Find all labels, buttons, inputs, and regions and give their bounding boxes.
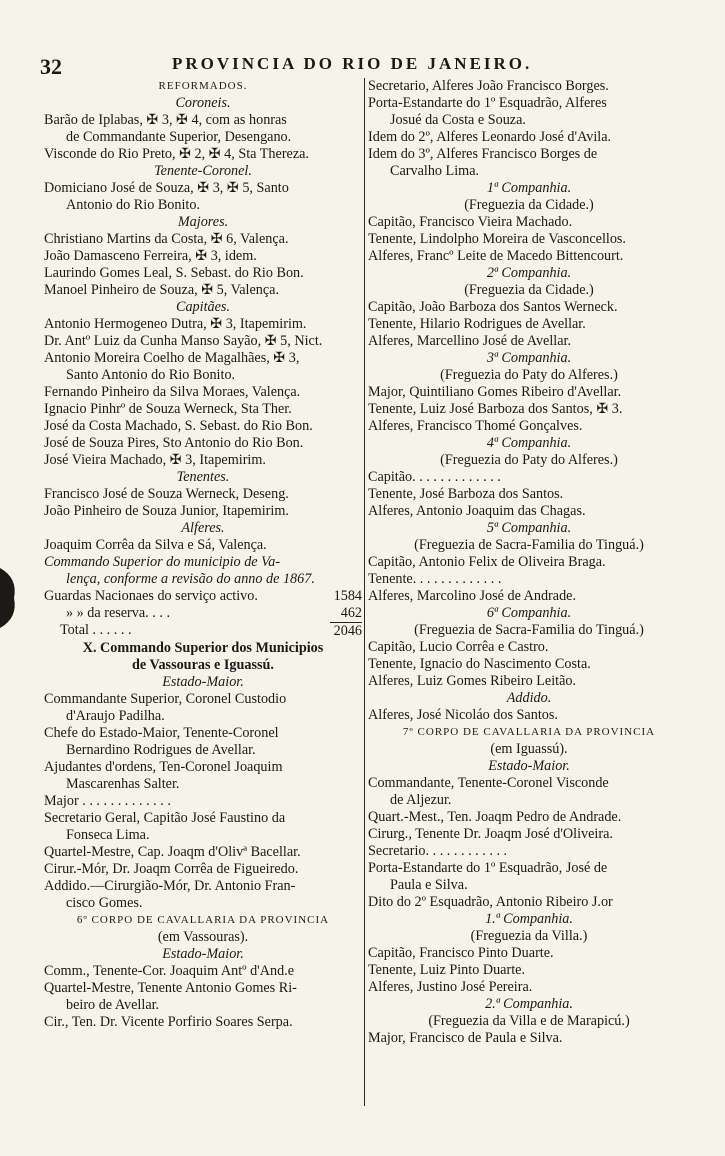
right-line: Tenente, José Barboza dos Santos. bbox=[368, 486, 564, 502]
left-line: Bernardino Rodrigues de Avellar. bbox=[66, 742, 256, 758]
right-line: 3ª Companhia. bbox=[486, 350, 572, 366]
page-number: 32 bbox=[40, 54, 62, 79]
right-line: Commandante, Tenente-Coronel Visconde bbox=[368, 775, 609, 791]
right-line: Alferes, Francº Leite de Macedo Bittencourt. bbox=[368, 248, 624, 264]
line-value: 462 bbox=[340, 605, 362, 621]
left-line: Visconde do Rio Preto, ✠ 2, ✠ 4, Sta Thereza. bbox=[44, 146, 309, 162]
line-label: » » da reserva. . . . bbox=[66, 605, 171, 621]
right-line: Dito do 2º Esquadrão, Antonio Ribeiro J.or bbox=[368, 894, 613, 910]
left-line: X. Commando Superior dos Municipios bbox=[82, 640, 324, 656]
right-line: Major, Francisco de Paula e Silva. bbox=[368, 1030, 563, 1046]
left-line: Dr. Antº Luiz da Cunha Manso Sayão, ✠ 5, Nict. bbox=[44, 333, 323, 349]
left-line: de Commandante Superior, Desengano. bbox=[66, 129, 292, 145]
right-line: (Freguezia da Cidade.) bbox=[464, 197, 594, 213]
right-line: Capitão. . . . . . . . . . . . . bbox=[368, 469, 501, 485]
left-line: Francisco José de Souza Werneck, Deseng. bbox=[44, 486, 289, 502]
left-line: Barão de Iplabas, ✠ 3, ✠ 4, com as honras bbox=[44, 112, 287, 128]
line-label: Total . . . . . . bbox=[60, 622, 132, 638]
left-line bbox=[44, 588, 362, 605]
left-line: João Pinheiro de Souza Junior, Itapemirim. bbox=[44, 503, 289, 519]
binding-ornament-icon bbox=[0, 568, 18, 628]
line-label: Guardas Nacionaes do serviço activo. bbox=[44, 588, 258, 604]
right-line: (em Iguassú). bbox=[490, 741, 568, 757]
right-line: Addido. bbox=[506, 690, 552, 706]
right-line: Tenente, Lindolpho Moreira de Vasconcellos. bbox=[368, 231, 626, 247]
right-line: Estado-Maior. bbox=[488, 758, 570, 774]
left-line: Quartel-Mestre, Cap. Joaqm d'Olivª Bacellar. bbox=[44, 844, 301, 860]
left-line: Capitães. bbox=[176, 299, 230, 315]
right-line: Carvalho Lima. bbox=[390, 163, 480, 179]
right-line: Capitão, Francisco Pinto Duarte. bbox=[368, 945, 554, 961]
left-line: Quartel-Mestre, Tenente Antonio Gomes Ri- bbox=[44, 980, 297, 996]
left-line: Tenentes. bbox=[176, 469, 230, 485]
left-line: 6º CORPO DE CAVALLARIA DA PROVINCIA bbox=[76, 914, 330, 926]
left-line: Joaquim Corrêa da Silva e Sá, Valença. bbox=[44, 537, 267, 553]
right-line: Alferes, Marcolino José de Andrade. bbox=[368, 588, 577, 604]
left-line: d'Araujo Padilha. bbox=[66, 708, 165, 724]
right-line: Secretario. . . . . . . . . . . . bbox=[368, 843, 508, 859]
right-line: Alferes, Luiz Gomes Ribeiro Leitão. bbox=[368, 673, 577, 689]
left-line: Comm., Tenente-Cor. Joaquim Antº d'And.e bbox=[44, 963, 295, 979]
right-line: Capitão, Francisco Vieira Machado. bbox=[368, 214, 573, 230]
left-line: Mascarenhas Salter. bbox=[66, 776, 180, 792]
right-line: (Freguezia da Villa e de Marapicú.) bbox=[428, 1013, 630, 1029]
left-line: Ajudantes d'ordens, Ten-Coronel Joaquim bbox=[44, 759, 283, 775]
left-line bbox=[44, 622, 362, 640]
right-line: Porta-Estandarte do 1º Esquadrão, José de bbox=[368, 860, 608, 876]
left-line: Alferes. bbox=[181, 520, 225, 536]
left-line: Cirur.-Mór, Dr. Joaqm Corrêa de Figueiredo. bbox=[44, 861, 299, 877]
left-line: Cir., Ten. Dr. Vicente Porfirio Soares Serpa. bbox=[44, 1014, 293, 1030]
left-line: lença, conforme a revisão do anno de 1867. bbox=[66, 571, 315, 587]
left-line: Fernando Pinheiro da Silva Moraes, Valença. bbox=[44, 384, 301, 400]
right-line: 6ª Companhia. bbox=[486, 605, 572, 621]
right-line: Alferes, Justino José Pereira. bbox=[368, 979, 533, 995]
left-line: de Vassouras e Iguassú. bbox=[132, 657, 274, 673]
left-line: Tenente-Coronel. bbox=[154, 163, 252, 179]
left-line: cisco Gomes. bbox=[66, 895, 143, 911]
right-line: Alferes, Marcellino José de Avellar. bbox=[368, 333, 572, 349]
right-line: Porta-Estandarte do 1º Esquadrão, Alferes bbox=[368, 95, 607, 111]
line-value: 1584 bbox=[333, 588, 362, 604]
right-line: Tenente, Hilario Rodrigues de Avellar. bbox=[368, 316, 586, 332]
left-line: José de Souza Pires, Sto Antonio do Rio Bon. bbox=[44, 435, 304, 451]
left-line bbox=[44, 605, 362, 622]
left-line: Domiciano José de Souza, ✠ 3, ✠ 5, Santo bbox=[44, 180, 289, 196]
left-line: Santo Antonio do Rio Bonito. bbox=[66, 367, 236, 383]
left-line: REFORMADOS. bbox=[158, 80, 248, 92]
left-line: Coroneis. bbox=[175, 95, 231, 111]
left-line: Addido.—Cirurgião-Mór, Dr. Antonio Fran- bbox=[44, 878, 296, 894]
left-line: Ignacio Pinhrº de Souza Werneck, Sta Ther. bbox=[44, 401, 292, 417]
right-line: (Freguezia do Paty do Alferes.) bbox=[440, 367, 618, 383]
right-line: Capitão, Antonio Felix de Oliveira Braga. bbox=[368, 554, 606, 570]
left-line: Manoel Pinheiro de Souza, ✠ 5, Valença. bbox=[44, 282, 280, 298]
right-line: (Freguezia da Cidade.) bbox=[464, 282, 594, 298]
left-line: José Vieira Machado, ✠ 3, Itapemirim. bbox=[44, 452, 266, 468]
left-column bbox=[44, 78, 362, 1031]
right-line: 1.ª Companhia. bbox=[485, 911, 573, 927]
right-line: (Freguezia do Paty do Alferes.) bbox=[440, 452, 618, 468]
right-line: Idem do 2º, Alferes Leonardo José d'Avila. bbox=[368, 129, 612, 145]
right-line: 2.ª Companhia. bbox=[485, 996, 573, 1012]
left-line: Commando Superior do municipio de Va- bbox=[44, 554, 281, 570]
right-line: (Freguezia de Sacra-Familia do Tinguá.) bbox=[414, 537, 644, 553]
right-line: 2ª Companhia. bbox=[486, 265, 572, 281]
right-line: 7º CORPO DE CAVALLARIA DA PROVINCIA bbox=[402, 726, 656, 738]
left-line: Commandante Superior, Coronel Custodio bbox=[44, 691, 287, 707]
right-line: Idem do 3º, Alferes Francisco Borges de bbox=[368, 146, 598, 162]
left-line: Majores. bbox=[177, 214, 229, 230]
line-value: 2046 bbox=[330, 622, 362, 640]
left-line: Fonseca Lima. bbox=[66, 827, 150, 843]
right-line: Paula e Silva. bbox=[390, 877, 468, 893]
right-line: Alferes, Francisco Thomé Gonçalves. bbox=[368, 418, 583, 434]
left-line: Chefe do Estado-Maior, Tenente-Coronel bbox=[44, 725, 279, 741]
right-line: Secretario, Alferes João Francisco Borges. bbox=[368, 78, 609, 94]
right-line: de Aljezur. bbox=[390, 792, 452, 808]
left-line: José da Costa Machado, S. Sebast. do Rio Bon. bbox=[44, 418, 313, 434]
right-line: Capitão, João Barboza dos Santos Werneck. bbox=[368, 299, 618, 315]
right-line: (Freguezia da Villa.) bbox=[470, 928, 588, 944]
left-line: Estado-Maior. bbox=[162, 674, 244, 690]
right-line: (Freguezia de Sacra-Familia do Tinguá.) bbox=[414, 622, 644, 638]
right-line: Tenente. . . . . . . . . . . . . bbox=[368, 571, 502, 587]
left-line: (em Vassouras). bbox=[157, 929, 249, 945]
right-line: Josué da Costa e Souza. bbox=[390, 112, 526, 128]
right-line: Tenente, Luiz José Barboza dos Santos, ✠ 3. bbox=[368, 401, 623, 417]
left-line: Christiano Martins da Costa, ✠ 6, Valença. bbox=[44, 231, 289, 247]
right-line: Cirurg., Tenente Dr. Joaqm José d'Oliveira. bbox=[368, 826, 613, 842]
right-line: 1ª Companhia. bbox=[486, 180, 572, 196]
right-line: Alferes, Antonio Joaquim das Chagas. bbox=[368, 503, 586, 519]
left-line: Major . . . . . . . . . . . . . bbox=[44, 793, 171, 809]
left-line: Secretario Geral, Capitão José Faustino da bbox=[44, 810, 286, 826]
left-line: Antonio Moreira Coelho de Magalhães, ✠ 3, bbox=[44, 350, 300, 366]
column-divider bbox=[364, 78, 365, 1106]
right-column bbox=[368, 78, 690, 1047]
left-line: Laurindo Gomes Leal, S. Sebast. do Rio Bon. bbox=[44, 265, 304, 281]
right-line: 5ª Companhia. bbox=[486, 520, 572, 536]
right-line: 4ª Companhia. bbox=[486, 435, 572, 451]
left-line: beiro de Avellar. bbox=[66, 997, 160, 1013]
left-line: Antonio Hermogeneo Dutra, ✠ 3, Itapemirim. bbox=[44, 316, 307, 332]
right-line: Tenente, Luiz Pinto Duarte. bbox=[368, 962, 525, 978]
right-line: Tenente, Ignacio do Nascimento Costa. bbox=[368, 656, 591, 672]
right-line: Alferes, José Nicoláo dos Santos. bbox=[368, 707, 558, 723]
left-line: João Damasceno Ferreira, ✠ 3, idem. bbox=[44, 248, 257, 264]
left-line: Estado-Maior. bbox=[162, 946, 244, 962]
left-line: Antonio do Rio Bonito. bbox=[66, 197, 201, 213]
page-title: PROVINCIA DO RIO DE JANEIRO. bbox=[172, 54, 533, 73]
right-line: Quart.-Mest., Ten. Joaqm Pedro de Andrade. bbox=[368, 809, 622, 825]
right-line: Major, Quintiliano Gomes Ribeiro d'Avellar. bbox=[368, 384, 622, 400]
right-line: Capitão, Lucio Corrêa e Castro. bbox=[368, 639, 549, 655]
